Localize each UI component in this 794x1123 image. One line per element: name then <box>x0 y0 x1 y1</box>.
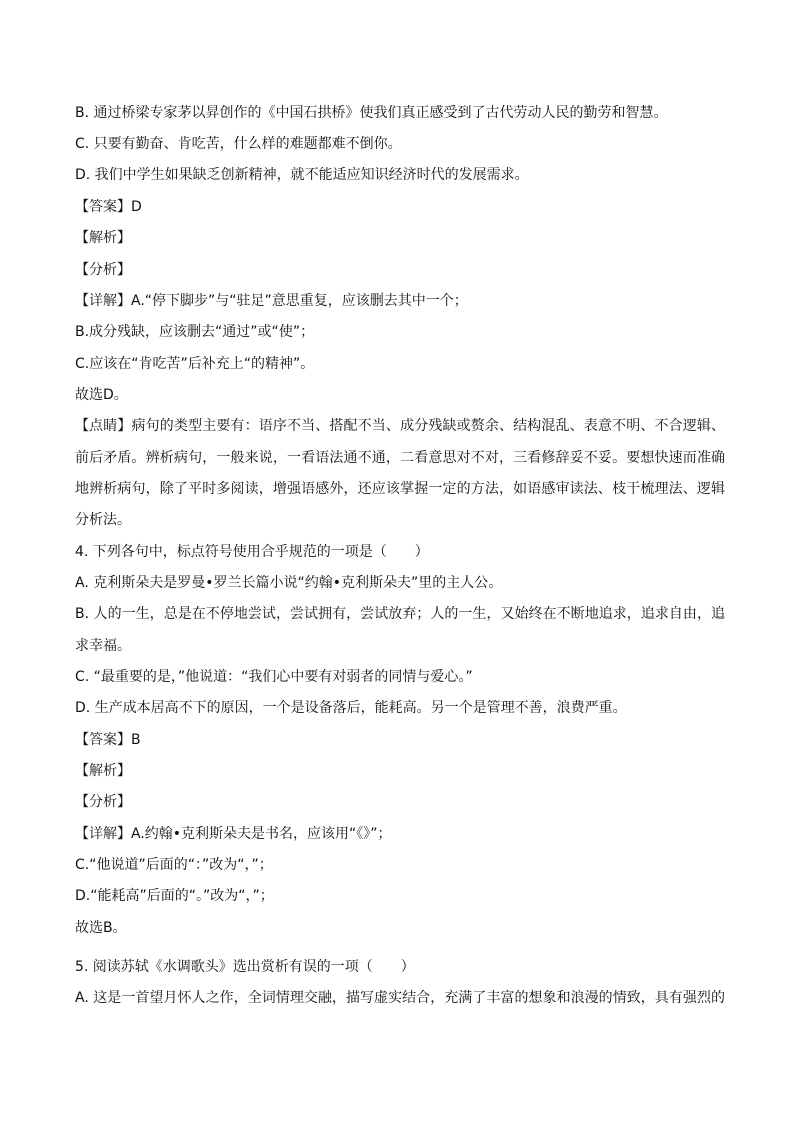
q3-dianjing-line-3: 地辨析病句，除了平时多阅读，增强语感外，还应该掌握一定的方法，如语感审读法、枝干梳理法、逻辑 <box>75 481 725 497</box>
q3-dianjing-line-2: 前后矛盾。辨析病句，一般来说，一看语法通不通，二看意思对不对，三看修辞妥不妥。要想快速而准确 <box>75 450 725 466</box>
q3-detail-1: 【详解】A.“停下脚步”与“驻足”意思重复，应该删去其中一个； <box>75 293 468 309</box>
q3-dianjing-line-1: 【点睛】病句的类型主要有：语序不当、搭配不当、成分残缺或赘余、结构混乱、表意不明、不合逻辑、 <box>75 418 725 434</box>
q4-detail-2: C.“他说道”后面的“：”改为“，”； <box>75 857 273 873</box>
q3-option-d: D. 我们中学生如果缺乏创新精神，就不能适应知识经济时代的发展需求。 <box>75 167 529 183</box>
q4-fenxi-heading: 【分析】 <box>75 794 131 810</box>
q4-option-c: C. “最重要的是，”他说道：“我们心中要有对弱者的同情与爱心。” <box>75 669 473 685</box>
q4-option-b-line-1: B. 人的一生，总是在不停地尝试，尝试拥有，尝试放弃；人的一生，又始终在不断地追求，追求自由，追 <box>75 606 725 622</box>
q4-detail-3: D.“能耗高”后面的“。”改为“，”； <box>75 888 274 904</box>
q3-answer: 【答案】D <box>75 199 142 215</box>
q4-option-a: A. 克利斯朵夫是罗曼•罗兰长篇小说“约翰•克利斯朵夫”里的主人公。 <box>75 575 503 591</box>
q4-answer: 【答案】B <box>75 732 141 748</box>
q3-option-c: C. 只要有勤奋、肯吃苦，什么样的难题都难不倒你。 <box>75 136 402 152</box>
q4-detail-1: 【详解】A.约翰•克利斯朵夫是书名，应该用“《》”； <box>75 826 392 842</box>
q4-option-d: D. 生产成本居高不下的原因，一个是设备落后，能耗高。另一个是管理不善，浪费严重。 <box>75 700 627 716</box>
q4-stem: 4. 下列各句中，标点符号使用合乎规范的一项是（ ） <box>75 544 429 560</box>
q3-detail-3: C.应该在“肯吃苦”后补充上“的精神”。 <box>75 356 315 372</box>
q3-option-b: B. 通过桥梁专家茅以昇创作的《中国石拱桥》使我们真正感受到了古代劳动人民的勤劳和智慧。 <box>75 105 668 121</box>
q5-stem: 5. 阅读苏轼《水调歌头》选出赏析有误的一项（ ） <box>75 959 415 975</box>
q3-jiexi-heading: 【解析】 <box>75 230 131 246</box>
q3-dianjing-line-4: 分析法。 <box>75 512 131 528</box>
q3-detail-2: B.成分残缺，应该删去“通过”或“使”； <box>75 324 315 340</box>
q3-conclusion: 故选D。 <box>75 387 128 403</box>
q3-fenxi-heading: 【分析】 <box>75 262 131 278</box>
q4-jiexi-heading: 【解析】 <box>75 763 131 779</box>
q4-conclusion: 故选B。 <box>75 920 127 936</box>
q4-option-b-line-2: 求幸福。 <box>75 638 131 654</box>
q5-option-a-line-1: A. 这是一首望月怀人之作，全词情理交融，描写虚实结合，充满了丰富的想象和浪漫的情致，具有强烈的 <box>75 990 725 1006</box>
